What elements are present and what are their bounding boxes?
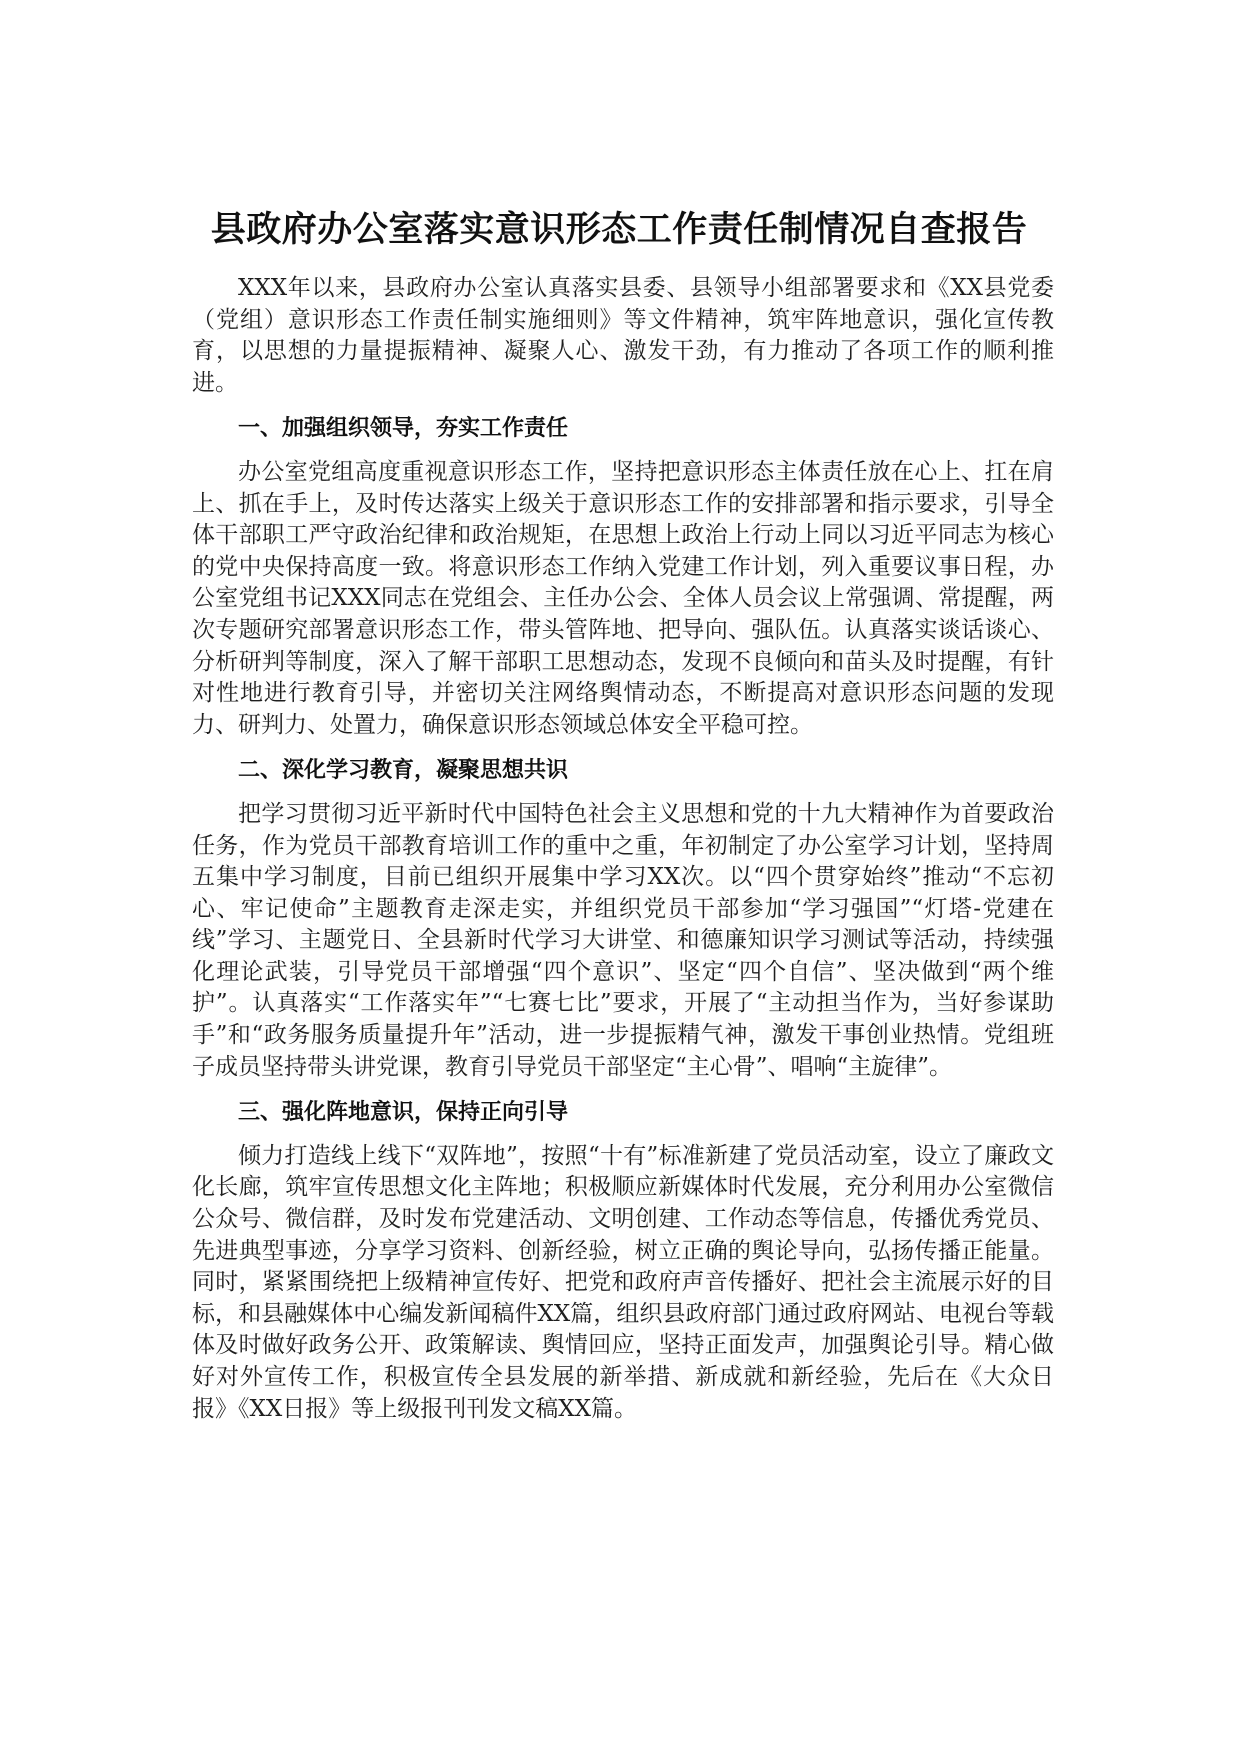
section-heading: 三、强化阵地意识，保持正向引导 bbox=[238, 1100, 569, 1126]
section-2 bbox=[192, 755, 1054, 1083]
section-body: 把学习贯彻习近平新时代中国特色社会主义思想和党的十九大精神作为首要政治任务，作为党员干部教育培训工作的重中之重，年初制定了办公室学习计划，坚持周五集中学习制度，目前已组织开展集中学习XX次。以“四个贯穿始终”推动“不忘初心、牢记使命”主题教育走深走实，并组织党员干部参加“学习强国”“灯塔-党建在线”学习、主题党日、全县新时代学习大讲堂、和德廉知识学习测试等活动，持续强化理论武装，引导党员干部增强“四个意识”、坚定“四个自信”、坚决做到“两个维护”。认真落实“工作落实年”“七赛七比”要求，开展了“主动担当作为，当好参谋助手”和“政务服务质量提升年”活动，进一步提振精气神，激发干事创业热情。党组班子成员坚持带头讲党课，教育引导党员干部坚定“主心骨”、唱响“主旋律”。 bbox=[192, 800, 1054, 1080]
intro-paragraph: XXX年以来，县政府办公室认真落实县委、县领导小组部署要求和《XX县党委（党组）意识形态工作责任制实施细则》等文件精神，筑牢阵地意识，强化宣传教育，以思想的力量提振精神、凝聚人心、激发干劲，有力推动了各项工作的顺利推进。 bbox=[192, 275, 1054, 396]
section-heading: 二、深化学习教育，凝聚思想共识 bbox=[238, 758, 569, 784]
section-3 bbox=[192, 1097, 1054, 1425]
section-body: 倾力打造线上线下“双阵地”，按照“十有”标准新建了党员活动室，设立了廉政文化长廊，筑牢宣传思想文化主阵地；积极顺应新媒体时代发展，充分利用办公室微信公众号、微信群，及时发布党建活动、文明创建、工作动态等信息，传播优秀党员、先进典型事迹，分享学习资料、创新经验，树立正确的舆论导向，弘扬传播正能量。同时，紧紧围绕把上级精神宣传好、把党和政府声音传播好、把社会主流展示好的目标，和县融媒体中心编发新闻稿件XX篇，组织县政府部门通过政府网站、电视台等载体及时做好政务公开、政策解读、舆情回应，坚持正面发声，加强舆论引导。精心做好对外宣传工作，积极宣传全县发展的新举措、新成就和新经验，先后在《大众日报》《XX日报》等上级报刊刊发文稿XX篇。 bbox=[192, 1142, 1054, 1422]
section-1 bbox=[192, 413, 1054, 741]
document-title: 县政府办公室落实意识形态工作责任制情况自查报告 bbox=[210, 209, 1028, 250]
section-heading: 一、加强组织领导，夯实工作责任 bbox=[238, 416, 569, 442]
document-page bbox=[192, 205, 1054, 1425]
section-body: 办公室党组高度重视意识形态工作，坚持把意识形态主体责任放在心上、扛在肩上、抓在手上，及时传达落实上级关于意识形态工作的安排部署和指示要求，引导全体干部职工严守政治纪律和政治规矩，在思想上政治上行动上同以习近平同志为核心的党中央保持高度一致。将意识形态工作纳入党建工作计划，列入重要议事日程，办公室党组书记XXX同志在党组会、主任办公会、全体人员会议上常强调、常提醒，两次专题研究部署意识形态工作，带头管阵地、把导向、强队伍。认真落实谈话谈心、分析研判等制度，深入了解干部职工思想动态，发现不良倾向和苗头及时提醒，有针对性地进行教育引导，并密切关注网络舆情动态，不断提高对意识形态问题的发现力、研判力、处置力，确保意识形态领域总体安全平稳可控。 bbox=[192, 458, 1054, 738]
